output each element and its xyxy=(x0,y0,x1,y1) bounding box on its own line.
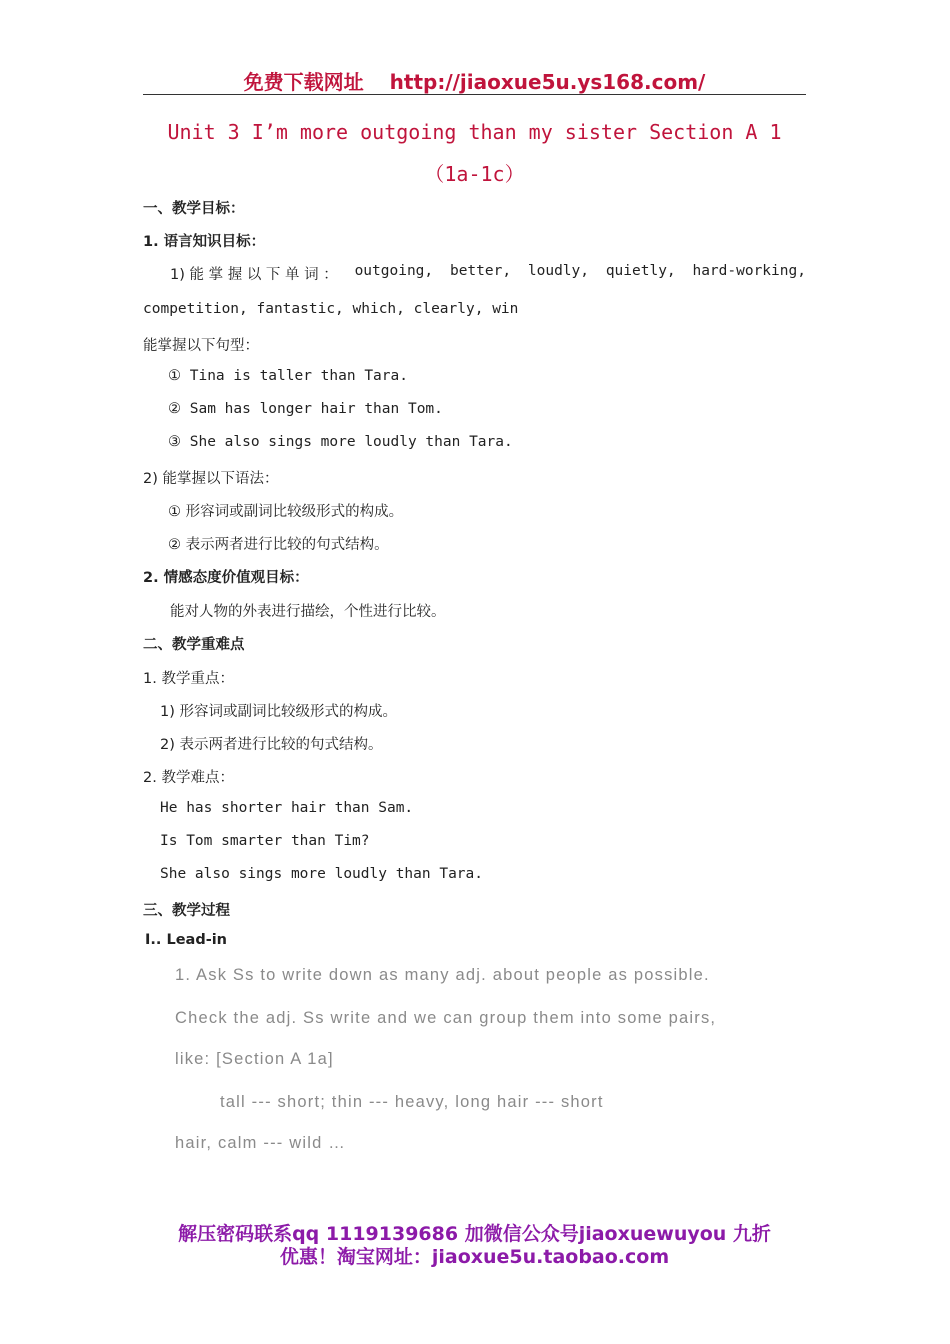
footer-line-1: 解压密码联系qq 1119139686 加微信公众号jiaoxuewuyou 九折 xyxy=(178,1223,771,1245)
lead-in-line: Check the adj. Ss write and we can group them into some pairs, xyxy=(175,1009,717,1027)
vocab-word: loudly, xyxy=(527,263,589,279)
grammar-item: ① 形容词或副词比较级形式的构成。 xyxy=(168,504,404,520)
vocab-label: 1) 能 掌 握 以 下 单 词 ： xyxy=(170,267,338,283)
difficult-item: Is Tom smarter than Tim? xyxy=(160,833,370,849)
doc-title: Unit 3 I’m more outgoing than my sister Section A 1 xyxy=(167,120,782,144)
header-url[interactable]: http://jiaoxue5u.ys168.com/ xyxy=(389,70,706,94)
section-3-heading: 三、教学过程 xyxy=(143,903,230,919)
page-header xyxy=(143,66,806,95)
footer-line-2: 优惠！淘宝网址：jiaoxue5u.taobao.com xyxy=(279,1246,670,1268)
lead-in-heading: Ⅰ.. Lead-in xyxy=(145,932,228,948)
sentence-item: ① Tina is taller than Tara. xyxy=(168,368,408,384)
vocab-word: quietly, xyxy=(605,263,676,279)
section-1-heading: 一、教学目标： xyxy=(143,201,245,217)
emotion-text: 能对人物的外表进行描绘，个性进行比较。 xyxy=(170,604,446,620)
lead-in-line: tall --- short; thin --- heavy, long hair --- short xyxy=(220,1093,604,1111)
grammar-label: 2) 能掌握以下语法： xyxy=(143,471,279,487)
lead-in-line: hair, calm --- wild … xyxy=(175,1134,346,1152)
sentence-item: ② Sam has longer hair than Tom. xyxy=(168,401,443,417)
vocab-word: better, xyxy=(449,263,512,279)
lead-in-line: like: [Section A 1a] xyxy=(175,1050,334,1068)
difficult-label: 2. 教学难点： xyxy=(143,770,234,786)
difficult-item: She also sings more loudly than Tara. xyxy=(160,866,484,882)
grammar-item: ② 表示两者进行比较的句式结构。 xyxy=(168,537,389,553)
vocab-row xyxy=(170,263,806,284)
doc-subtitle: （1a-1c） xyxy=(424,162,525,186)
sentence-item: ③ She also sings more loudly than Tara. xyxy=(168,434,513,450)
section-2-heading: 二、教学重难点 xyxy=(143,637,245,653)
vocab-word: hard-working, xyxy=(692,263,806,279)
vocab-line-2: competition, fantastic, which, clearly, win xyxy=(143,301,519,317)
focus-label: 1. 教学重点： xyxy=(143,671,234,687)
sentences-label: 能掌握以下句型： xyxy=(143,338,259,354)
focus-item: 1) 形容词或副词比较级形式的构成。 xyxy=(160,704,397,720)
header-label: 免费下载网址 xyxy=(243,70,364,94)
lead-in-line: 1. Ask Ss to write down as many adj. about people as possible. xyxy=(175,966,710,984)
language-goals-heading: 1. 语言知识目标： xyxy=(143,234,266,250)
focus-item: 2) 表示两者进行比较的句式结构。 xyxy=(160,737,383,753)
vocab-word: outgoing, xyxy=(354,263,434,279)
difficult-item: He has shorter hair than Sam. xyxy=(160,800,414,816)
emotion-goals-heading: 2. 情感态度价值观目标： xyxy=(143,570,309,586)
